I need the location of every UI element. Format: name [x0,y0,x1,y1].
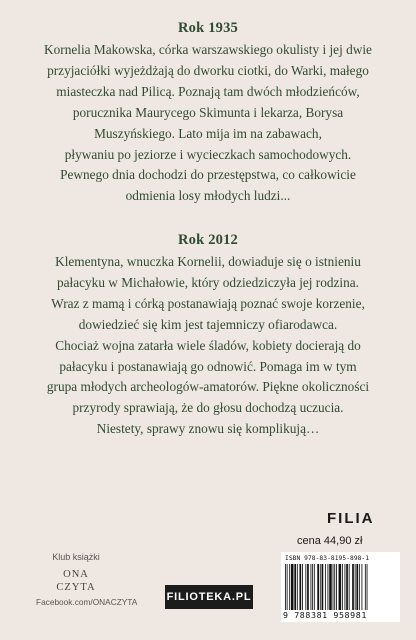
logo-line: CZYTA [56,582,96,593]
paragraph-line: Chociaż wojna zatarła wiele śladów, kobiety docierają do [55,337,361,353]
paragraph-line: Kornelia Makowska, córka warszawskiego okulisty i jej dwie [44,42,372,57]
paragraph-line: porucznika Maurycego Skimunta i lekarza, Borysa [72,104,344,120]
isbn-text: ISBN 978-83-8195-898-1 [285,555,370,562]
klub-ksiazki [36,552,138,607]
paragraph-line: Wraz z mamą i córką postanawiają poznać swoje korzenie, [51,295,365,311]
paragraph-line: Niestety, sprawy znowu się komplikują… [96,421,320,437]
barcode [281,552,400,622]
barcode-bar [305,564,306,610]
barcode-bar [322,564,324,610]
barcode-bar [352,564,354,610]
barcode-bar [320,564,321,610]
barcode-bar [314,564,315,610]
barcode-bar [359,564,360,610]
paragraph-line: miasteczka nad Pilicą. Poznają tam dwóch młodzieńców, [56,83,360,99]
barcode-bar [302,564,303,610]
paragraph-line: pałacyku w Michałowie, który odziedziczyła jej rodzina. [56,274,360,290]
barcode-bar [307,564,309,610]
logo-line: ONA [63,569,89,580]
section-heading: Rok 1935 [177,20,238,36]
price-label: cena 44,90 zł [297,535,363,547]
barcode-bars [285,564,397,610]
barcode-bar [329,564,332,610]
barcode-bar [362,564,363,610]
barcode-bar [367,564,368,610]
barcode-bar [297,564,298,610]
paragraph-line: Muszyńskiego. Lato mija im na zabawach, [94,125,322,141]
section-paragraph [22,252,394,440]
barcode-bar [325,564,326,610]
section-paragraph [22,40,394,207]
barcode-bar [334,564,335,610]
barcode-bar [287,564,288,610]
facebook-link[interactable]: Facebook.com/ONACZYTA [36,597,138,607]
barcode-bar [299,564,301,610]
barcode-number: 9 788381 958981 [283,610,367,620]
barcode-bar [346,564,348,610]
barcode-bar [365,564,366,610]
barcode-bar [336,564,337,610]
paragraph-line: odmienia losy młodych ludzi... [125,188,291,204]
barcode-bar [311,564,312,610]
ona-czyta-logo [36,568,116,594]
paragraph-line: dowiedzieć się kim jest tajemniczy ofiarodawca. [78,316,338,332]
paragraph-line: Klementyna, wnuczka Kornelii, dowiaduje się o istnieniu [55,254,361,269]
barcode-bar [333,564,334,610]
paragraph-line: pływaniu po jeziorze i wycieczkach samochodowych. [64,146,352,162]
barcode-bar [345,564,346,610]
barcode-bar [328,564,329,610]
barcode-bar [312,564,313,610]
barcode-bar [294,564,296,610]
barcode-bar [289,564,290,610]
barcode-bar [339,564,342,610]
barcode-bar [355,564,356,610]
section-1935 [22,20,394,207]
paragraph-line: Pewnego dnia dochodzi do przestępstwa, co całkowicie [60,167,356,183]
filioteka-logo: FILIOTEKA.PL [165,585,253,609]
barcode-bar [317,564,319,610]
section-2012 [22,232,394,440]
section-heading: Rok 2012 [177,232,238,248]
barcode-bar [349,564,350,610]
klub-label: Klub książki [52,552,100,562]
paragraph-line: przyjaciółki wyjeżdżają do dworku ciotki, do Warki, małego [47,62,369,78]
barcode-bar [342,564,343,610]
paragraph-line: grupa młodych archeologów-amatorów. Piękne okoliczności [46,379,370,395]
publisher-logo: FILIA [327,510,375,527]
barcode-bar [356,564,358,610]
barcode-bar [291,564,294,610]
paragraph-line: przyrody sprawiają, że do głosu dochodzą uczucia. [72,400,344,416]
barcode-bar [285,564,286,610]
paragraph-line: pałacyku i postanawiają go odnowić. Pomaga im w tym [59,358,357,374]
